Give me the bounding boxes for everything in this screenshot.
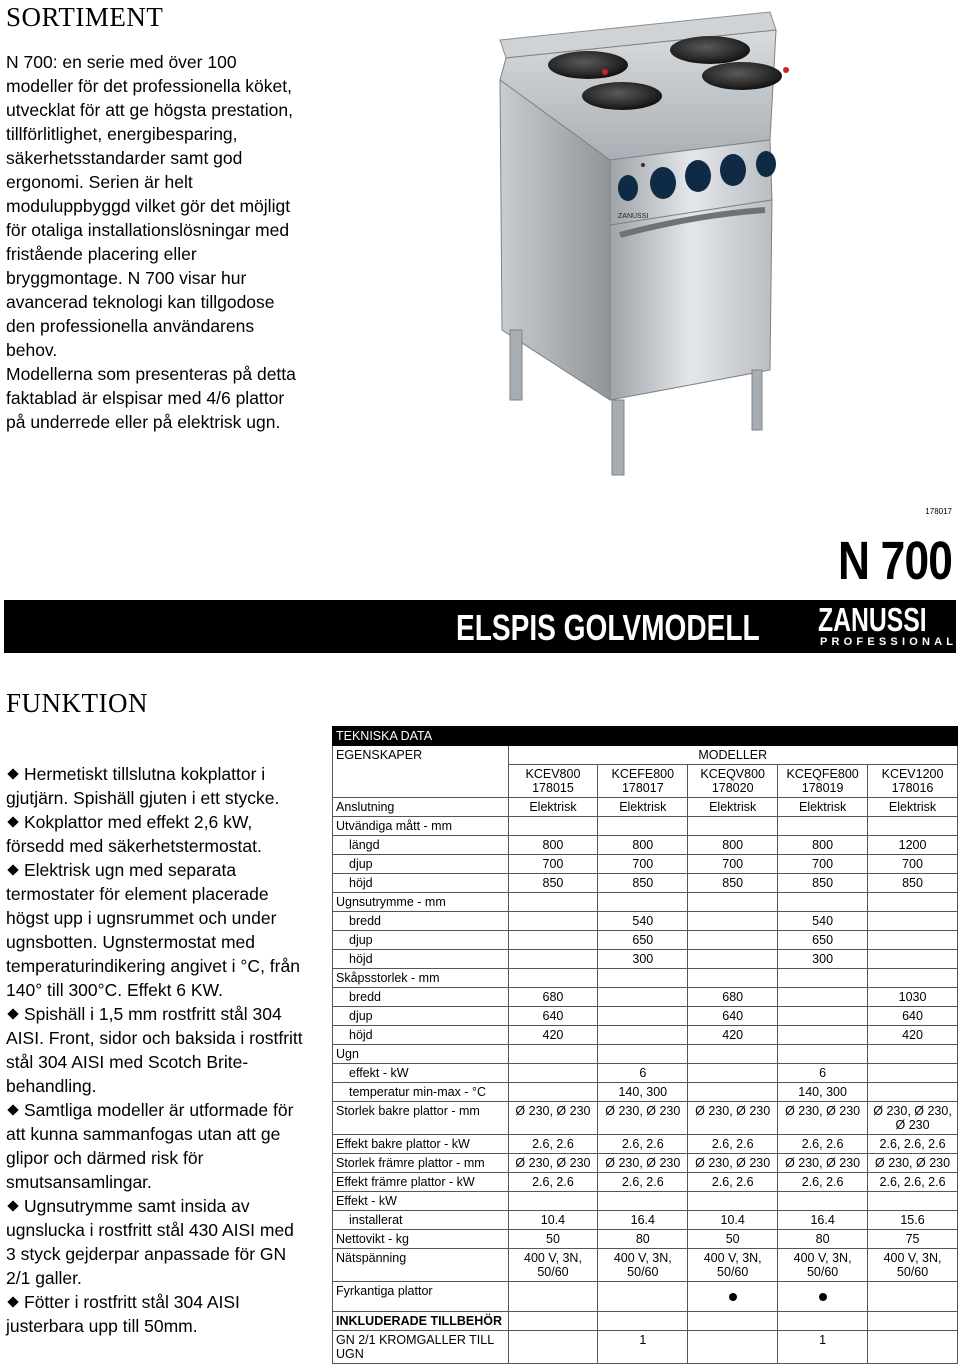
diamond-bullet-icon (7, 768, 18, 779)
photo-brand-label: ZANUSSI (618, 213, 649, 220)
value-cell: Elektrisk (778, 798, 868, 817)
value-cell (598, 1192, 688, 1211)
table-row (333, 1312, 958, 1331)
value-cell (868, 1064, 958, 1083)
value-cell (688, 912, 778, 931)
value-cell (598, 1045, 688, 1064)
value-cell: 700 (868, 855, 958, 874)
value-cell: 800 (508, 836, 598, 855)
table-row (333, 988, 958, 1007)
value-cell: 540 (598, 912, 688, 931)
value-cell: 640 (868, 1007, 958, 1026)
row-label: djup (333, 1007, 509, 1026)
value-cell: 140, 300 (778, 1083, 868, 1102)
value-cell: 400 V, 3N, 50/60 (868, 1249, 958, 1282)
model-cell: KCEQV800 178020 (688, 765, 778, 798)
value-cell (868, 912, 958, 931)
value-cell: 50 (688, 1230, 778, 1249)
value-cell: Ø 230, Ø 230 (868, 1154, 958, 1173)
value-cell: 800 (598, 836, 688, 855)
row-label: Storlek bakre plattor - mm (333, 1102, 509, 1135)
value-cell: Elektrisk (508, 798, 598, 817)
value-cell: 2.6, 2.6 (598, 1135, 688, 1154)
row-label: INKLUDERADE TILLBEHÖR (333, 1312, 509, 1331)
table-row (333, 874, 958, 893)
value-cell: 1 (778, 1331, 868, 1364)
value-cell: 700 (598, 855, 688, 874)
row-label: Nettovikt - kg (333, 1230, 509, 1249)
value-cell (778, 1045, 868, 1064)
row-label: temperatur min-max - °C (333, 1083, 509, 1102)
model-cell: KCEV1200 178016 (868, 765, 958, 798)
egenskaper-header: EGENSKAPER (333, 746, 509, 798)
value-cell (868, 931, 958, 950)
value-cell (868, 1282, 958, 1312)
value-cell: 420 (508, 1026, 598, 1045)
value-cell (688, 1312, 778, 1331)
table-row (333, 1045, 958, 1064)
value-cell: 420 (688, 1026, 778, 1045)
value-cell: 2.6, 2.6 (508, 1173, 598, 1192)
value-cell (688, 893, 778, 912)
value-cell (688, 1064, 778, 1083)
value-cell: 2.6, 2.6 (688, 1173, 778, 1192)
row-label: Skåpsstorlek - mm (333, 969, 509, 988)
sortiment-heading: SORTIMENT (6, 2, 164, 32)
value-cell: 700 (688, 855, 778, 874)
table-row (333, 1102, 958, 1135)
value-cell (688, 1192, 778, 1211)
row-label: höjd (333, 874, 509, 893)
table-row (333, 1230, 958, 1249)
value-cell: Ø 230, Ø 230 (688, 1102, 778, 1135)
table-row (333, 912, 958, 931)
value-cell: 2.6, 2.6 (688, 1135, 778, 1154)
value-cell: 16.4 (778, 1211, 868, 1230)
value-cell: 400 V, 3N, 50/60 (778, 1249, 868, 1282)
banner-title: ELSPIS GOLVMODELL (456, 607, 760, 648)
value-cell (778, 1282, 868, 1312)
value-cell: Ø 230, Ø 230 (778, 1102, 868, 1135)
value-cell: Ø 230, Ø 230 (598, 1102, 688, 1135)
row-label: höjd (333, 1026, 509, 1045)
feature-item: Fötter i rostfritt stål 304 AISI justerbara upp till 50mm. (6, 1292, 240, 1336)
value-cell: 700 (508, 855, 598, 874)
value-cell: 300 (598, 950, 688, 969)
value-cell (508, 1083, 598, 1102)
feature-item: Elektrisk ugn med separata termostater för element placerade högst upp i ugnsrummet och under ugnsbotten. Ugnstermostat med temperaturindikering angivet i °C, från 140° till 300°C. Effekt 6 KW. (6, 860, 300, 1000)
value-cell: 700 (778, 855, 868, 874)
diamond-bullet-icon (7, 1104, 18, 1115)
value-cell: 640 (508, 1007, 598, 1026)
value-cell: 2.6, 2.6, 2.6 (868, 1135, 958, 1154)
row-label: Fyrkantiga plattor (333, 1282, 509, 1312)
value-cell (598, 1007, 688, 1026)
value-cell: 540 (778, 912, 868, 931)
value-cell: Ø 230, Ø 230 (508, 1154, 598, 1173)
table-row (333, 1154, 958, 1173)
value-cell (598, 1282, 688, 1312)
value-cell: 2.6, 2.6 (778, 1135, 868, 1154)
value-cell (868, 1083, 958, 1102)
value-cell (688, 817, 778, 836)
value-cell (778, 1026, 868, 1045)
value-cell (598, 969, 688, 988)
value-cell: 400 V, 3N, 50/60 (688, 1249, 778, 1282)
value-cell: Elektrisk (598, 798, 688, 817)
row-label: Anslutning (333, 798, 509, 817)
value-cell (778, 1007, 868, 1026)
value-cell (778, 969, 868, 988)
value-cell: 1 (598, 1331, 688, 1364)
value-cell: 80 (778, 1230, 868, 1249)
row-label: Nätspänning (333, 1249, 509, 1282)
intro-paragraph-1: N 700: en serie med över 100 modeller för det professionella köket, utvecklat för att ge högsta prestation, tillförlitlighet, energibesparing, säkerhetsstandarder samt god ergonomi. Serien är helt moduluppbyggd vilket gör det möjligt för otaliga installationslösningar med fristående placering eller bryggmontage. N 700 visar hur avancerad teknologi kan tillgodose den professionella användarens behov. (6, 52, 293, 360)
model-cell: KCEQFE800 178019 (778, 765, 868, 798)
value-cell: Elektrisk (868, 798, 958, 817)
value-cell (778, 1192, 868, 1211)
table-row (333, 1211, 958, 1230)
table-header-row (333, 727, 958, 746)
value-cell: 800 (778, 836, 868, 855)
value-cell (868, 1045, 958, 1064)
value-cell: 2.6, 2.6, 2.6 (868, 1173, 958, 1192)
value-cell (868, 893, 958, 912)
value-cell: 850 (688, 874, 778, 893)
table-row (333, 1007, 958, 1026)
value-cell (688, 1045, 778, 1064)
product-photo (470, 0, 800, 490)
value-cell: 1030 (868, 988, 958, 1007)
value-cell (778, 893, 868, 912)
row-label: Effekt bakre plattor - kW (333, 1135, 509, 1154)
value-cell (508, 1064, 598, 1083)
value-cell (508, 950, 598, 969)
value-cell: 10.4 (508, 1211, 598, 1230)
diamond-bullet-icon (7, 864, 18, 875)
row-label: längd (333, 836, 509, 855)
row-label: bredd (333, 912, 509, 931)
table-row (333, 1331, 958, 1364)
value-cell: Ø 230, Ø 230, Ø 230 (868, 1102, 958, 1135)
row-label: Ugn (333, 1045, 509, 1064)
table-row (333, 1249, 958, 1282)
value-cell: 680 (688, 988, 778, 1007)
row-label: Storlek främre plattor - mm (333, 1154, 509, 1173)
value-cell (688, 969, 778, 988)
brand-subtitle: PROFESSIONAL (820, 636, 958, 648)
series-title: N 700 (837, 531, 952, 591)
value-cell: Ø 230, Ø 230 (508, 1102, 598, 1135)
value-cell: 850 (868, 874, 958, 893)
value-cell: 50 (508, 1230, 598, 1249)
value-cell: 140, 300 (598, 1083, 688, 1102)
diamond-bullet-icon (7, 1200, 18, 1211)
value-cell: 420 (868, 1026, 958, 1045)
table-row (333, 1083, 958, 1102)
value-cell (868, 1192, 958, 1211)
value-cell (868, 1312, 958, 1331)
value-cell (778, 1312, 868, 1331)
value-cell (508, 1282, 598, 1312)
table-row (333, 1135, 958, 1154)
value-cell: 850 (598, 874, 688, 893)
table-row (333, 817, 958, 836)
row-label: Effekt främre plattor - kW (333, 1173, 509, 1192)
value-cell (598, 1026, 688, 1045)
value-cell (778, 988, 868, 1007)
feature-item: Hermetiskt tillslutna kokplattor i gjutjärn. Spishäll gjuten i ett stycke. (6, 764, 280, 808)
value-cell: 2.6, 2.6 (508, 1135, 598, 1154)
value-cell: 15.6 (868, 1211, 958, 1230)
row-label: GN 2/1 KROMGALLER TILL UGN (333, 1331, 509, 1364)
row-label: djup (333, 931, 509, 950)
value-cell: 800 (688, 836, 778, 855)
value-cell (868, 817, 958, 836)
feature-item: Spishäll i 1,5 mm rostfritt stål 304 AISI. Front, sidor och baksida i rostfritt stål 304 AISI med Scotch Brite-behandling. (6, 1004, 303, 1096)
value-cell (508, 1312, 598, 1331)
intro-paragraph-2: Modellerna som presenteras på detta faktablad är elspisar med 4/6 plattor på underrede eller på elektrisk ugn. (6, 364, 296, 432)
value-cell (508, 1331, 598, 1364)
value-cell: 650 (598, 931, 688, 950)
table-row (333, 1192, 958, 1211)
row-label: effekt - kW (333, 1064, 509, 1083)
value-cell: 640 (688, 1007, 778, 1026)
table-title: TEKNISKA DATA (333, 727, 509, 746)
value-cell: 650 (778, 931, 868, 950)
table-row (333, 969, 958, 988)
diamond-bullet-icon (7, 1296, 18, 1307)
funktion-heading: FUNKTION (6, 688, 148, 718)
value-cell: Ø 230, Ø 230 (688, 1154, 778, 1173)
value-cell: 2.6, 2.6 (598, 1173, 688, 1192)
value-cell (508, 1045, 598, 1064)
value-cell: 850 (508, 874, 598, 893)
value-cell (508, 817, 598, 836)
table-row (333, 798, 958, 817)
value-cell: 6 (778, 1064, 868, 1083)
table-row (333, 893, 958, 912)
table-row (333, 1064, 958, 1083)
product-code: 178017 (925, 507, 952, 516)
table-body (333, 798, 958, 1364)
value-cell: 400 V, 3N, 50/60 (508, 1249, 598, 1282)
value-cell (778, 817, 868, 836)
value-cell: 300 (778, 950, 868, 969)
value-cell (688, 950, 778, 969)
row-label: Ugnsutrymme - mm (333, 893, 509, 912)
value-cell: 2.6, 2.6 (778, 1173, 868, 1192)
included-dot-icon (819, 1293, 827, 1301)
value-cell (868, 950, 958, 969)
value-cell: 1200 (868, 836, 958, 855)
table-row (333, 1173, 958, 1192)
table-row (333, 950, 958, 969)
model-cell: KCEFE800 178017 (598, 765, 688, 798)
feature-item: Kokplattor med effekt 2,6 kW, försedd med säkerhetstermostat. (6, 812, 262, 856)
diamond-bullet-icon (7, 816, 18, 827)
value-cell (688, 1331, 778, 1364)
value-cell (508, 893, 598, 912)
value-cell: Ø 230, Ø 230 (598, 1154, 688, 1173)
value-cell (598, 1312, 688, 1331)
value-cell: 75 (868, 1230, 958, 1249)
row-label: höjd (333, 950, 509, 969)
value-cell: Elektrisk (688, 798, 778, 817)
diamond-bullet-icon (7, 1008, 18, 1019)
value-cell (868, 969, 958, 988)
value-cell: 680 (508, 988, 598, 1007)
brand-logo: ZANUSSI (818, 601, 927, 638)
table-row (333, 855, 958, 874)
modeller-header: MODELLER (508, 746, 957, 765)
value-cell (598, 893, 688, 912)
table-row (333, 931, 958, 950)
value-cell: 850 (778, 874, 868, 893)
value-cell: 400 V, 3N, 50/60 (598, 1249, 688, 1282)
value-cell (868, 1331, 958, 1364)
value-cell (688, 1282, 778, 1312)
row-label: Effekt - kW (333, 1192, 509, 1211)
value-cell: 16.4 (598, 1211, 688, 1230)
feature-item: Ugnsutrymme samt insida av ugnslucka i rostfritt stål 430 AISI med 3 styck gejderpar anpassade för GN 2/1 galler. (6, 1196, 294, 1288)
row-label: installerat (333, 1211, 509, 1230)
intro-text (6, 50, 306, 434)
feature-list (6, 762, 306, 1338)
value-cell (598, 817, 688, 836)
value-cell (688, 931, 778, 950)
value-cell (688, 1083, 778, 1102)
value-cell: Ø 230, Ø 230 (778, 1154, 868, 1173)
value-cell: 10.4 (688, 1211, 778, 1230)
tech-data-table (332, 726, 958, 1364)
included-dot-icon (729, 1293, 737, 1301)
value-cell: 6 (598, 1064, 688, 1083)
table-row (333, 836, 958, 855)
row-label: Utvändiga mått - mm (333, 817, 509, 836)
value-cell (598, 988, 688, 1007)
value-cell (508, 1192, 598, 1211)
value-cell (508, 912, 598, 931)
table-row (333, 1282, 958, 1312)
table-row (333, 1026, 958, 1045)
value-cell (508, 969, 598, 988)
value-cell (508, 931, 598, 950)
model-cell: KCEV800 178015 (508, 765, 598, 798)
row-label: djup (333, 855, 509, 874)
row-label: bredd (333, 988, 509, 1007)
feature-item: Samtliga modeller är utformade för att kunna sammanfogas utan att ge glipor och därmed risk för smutsansamlingar. (6, 1100, 294, 1192)
value-cell: 80 (598, 1230, 688, 1249)
table-header-row (333, 746, 958, 765)
